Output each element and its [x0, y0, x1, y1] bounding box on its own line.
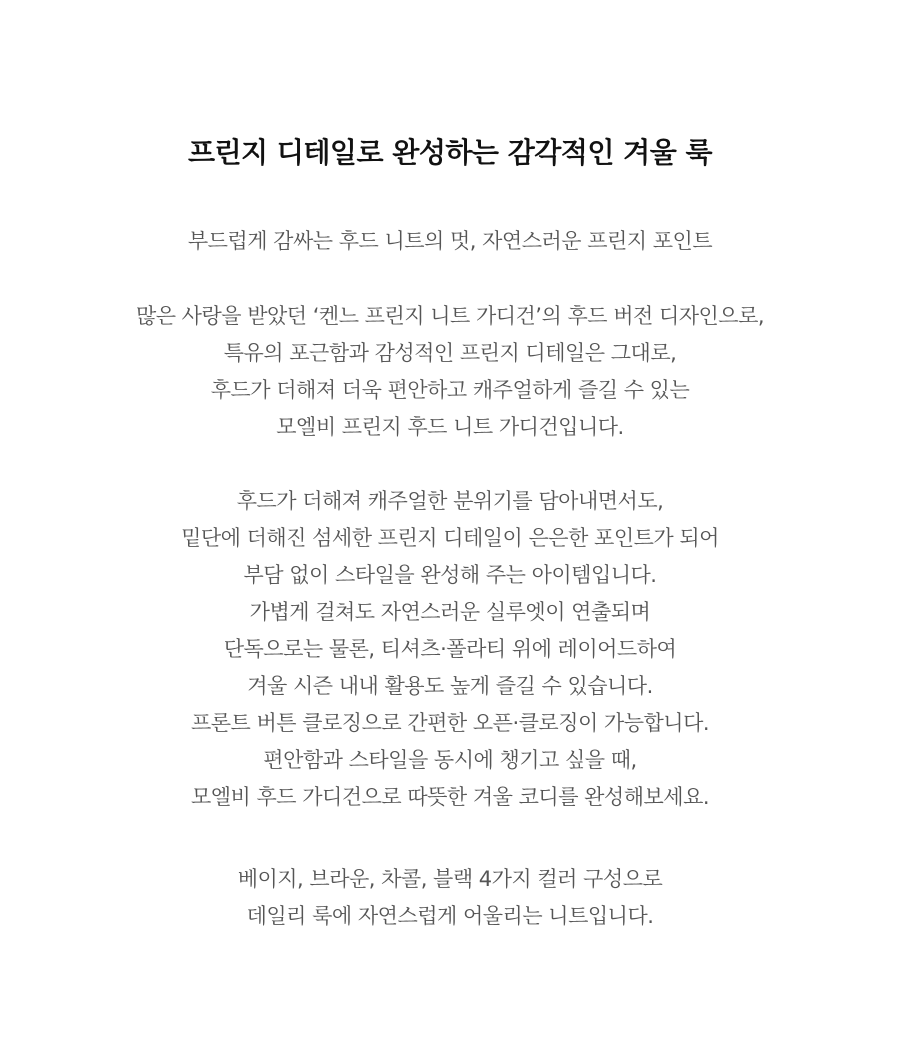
paragraph-line: 특유의 포근함과 감성적인 프린지 디테일은 그대로,: [223, 341, 677, 365]
color-options-paragraph: [0, 861, 900, 935]
paragraph-line: 후드가 더해져 캐주얼한 분위기를 담아내면서도,: [236, 489, 664, 513]
paragraph-line: 부드럽게 감싸는 후드 니트의 멋, 자연스러운 프린지 포인트: [187, 229, 713, 253]
paragraph-line: 단독으로는 물론, 티셔츠·폴라티 위에 레이어드하여: [223, 637, 677, 661]
paragraph-line: 부담 없이 스타일을 완성해 주는 아이템입니다.: [243, 563, 657, 587]
paragraph-line: 후드가 더해져 더욱 편안하고 캐주얼하게 즐길 수 있는: [210, 378, 690, 402]
design-paragraph: [0, 298, 900, 446]
paragraph-line: 데일리 룩에 자연스럽게 어울리는 니트입니다.: [246, 904, 654, 928]
paragraph-line: 밑단에 더해진 섬세한 프린지 디테일이 은은한 포인트가 되어: [181, 526, 719, 550]
paragraph-line: 편안함과 스타일을 동시에 챙기고 싶을 때,: [263, 748, 637, 772]
paragraph-line: 프론트 버튼 클로징으로 간편한 오픈·클로징이 가능합니다.: [190, 711, 710, 735]
paragraph-line: 겨울 시즌 내내 활용도 높게 즐길 수 있습니다.: [247, 674, 653, 698]
paragraph-line: 모엘비 프린지 후드 니트 가디건입니다.: [276, 415, 624, 439]
styling-paragraph: [0, 483, 900, 816]
paragraph-line: 모엘비 후드 가디건으로 따뜻한 겨울 코디를 완성해보세요.: [190, 785, 710, 809]
intro-paragraph: [0, 223, 900, 260]
paragraph-line: 가볍게 걸쳐도 자연스러운 실루엣이 연출되며: [249, 600, 651, 624]
paragraph-line: 베이지, 브라운, 차콜, 블랙 4가지 컬러 구성으로: [237, 867, 663, 891]
paragraph-line: 많은 사랑을 받았던 ‘켄느 프린지 니트 가디건’의 후드 버전 디자인으로,: [135, 304, 765, 328]
page-title: 프린지 디테일로 완성하는 감각적인 겨울 룩: [187, 135, 713, 169]
